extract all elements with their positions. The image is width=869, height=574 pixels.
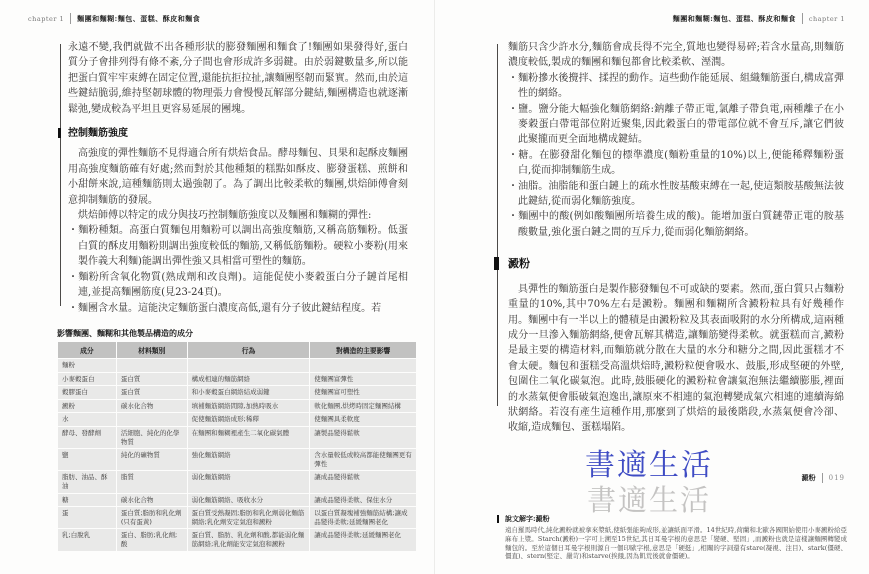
bullet-list bbox=[508, 71, 844, 240]
right-header-title: 麵團和麵糊:麵包、蛋糕、酥皮和麵食 bbox=[672, 13, 796, 23]
bullet-item: ・麵團中的酸(例如酸麵團所培養生成的酸)。能增加蛋白質鏈帶正電的胺基酸數量,強化蛋白鏈之間的互斥力,從而弱化麵筋網絡。 bbox=[508, 211, 844, 238]
table-header-cell: 材料類別 bbox=[117, 342, 187, 358]
table-cell: 讓成品變得柔軟、保住水分 bbox=[310, 494, 416, 507]
section-marker-square bbox=[494, 257, 499, 270]
table-cell: 使麵團富彈性 bbox=[310, 373, 416, 386]
left-running-head bbox=[28, 13, 200, 24]
right-text-rule bbox=[497, 44, 498, 406]
table-cell: 純化的礦物質 bbox=[117, 449, 187, 470]
note-title bbox=[505, 514, 847, 524]
table-header-cell: 行為 bbox=[188, 342, 310, 358]
table-row bbox=[58, 386, 416, 399]
bullet-item: ・麵團含水量。這能決定麵筋蛋白濃度高低,還有分子彼此鍵結程度。若 bbox=[68, 302, 382, 314]
table-cell: 碳水化合物 bbox=[117, 494, 187, 507]
table-cell: 水 bbox=[58, 413, 116, 426]
table-cell: 碳水化合物 bbox=[117, 400, 187, 413]
table-cell: 使麵團富可塑性 bbox=[310, 386, 416, 399]
table-cell: 強化麵筋網絡 bbox=[188, 449, 310, 470]
table-header-row bbox=[58, 342, 416, 358]
table-cell: 脂肪、油品、酥油 bbox=[58, 471, 116, 492]
table-cell: 乳;白脫乳 bbox=[58, 529, 116, 550]
folio-page-number: 019 bbox=[828, 474, 845, 482]
watermark-blue: 書適生活 bbox=[585, 448, 713, 483]
table-cell: 蛋 bbox=[58, 507, 116, 528]
table-header-cell: 成分 bbox=[58, 342, 116, 358]
body-paragraph: 具彈性的麵筋蛋白是製作膨發麵包不可或缺的要素。然而,蛋白質只占麵粉重量的10%,其中70%左右是澱粉。麵團和麵糊所含澱粉粒具有好幾種作用。麵團中有一半以上的體積是由澱粉粒及其表面吸附的水分所構成,這兩種成分一旦滲入麵筋網絡,便會瓦解其構造,讓麵筋變得柔軟。就蛋糕而言,澱粉是最主要的構造材料,而麵筋就分散在大量的水分和糖分之間,因此蛋糕才不會太硬。麵包和蛋糕受高溫烘焙時,澱粉粒便會吸水、鼓脹,形成堅硬的外壁,包圍住二氧化碳氣泡。此時,鼓脹硬化的澱粉粒會讓氣泡無法繼續膨脹,裡面的水蒸氣便會脹破氣泡逸出,讓原來不相連的氣泡轉變成氣穴相連的連續海綿狀網絡。若沒有產生這種作用,那麼到了烘焙的最後階段,水蒸氣便會冷卻、收縮,造成麵包、蛋糕塌陷。 bbox=[508, 283, 844, 434]
table-cell: 在麵團和麵糊裡產生二氧化碳氣體 bbox=[188, 427, 310, 448]
table-cell: 使麵團具柔軟度 bbox=[310, 413, 416, 426]
table-row bbox=[58, 529, 416, 550]
section-marker-bar bbox=[58, 128, 61, 138]
table-cell: 蛋白質 bbox=[117, 373, 187, 386]
body-paragraph: 高強度的彈性麵筋不見得適合所有烘焙食品。酵母麵包、貝果和起酥皮麵團用高強度麵筋確有好處;然而對於其他種類的糕點如酥皮、膨發蛋糕、煎餅和小甜餅來說,這種麵筋則太過強韌了。為了調出比較柔軟的麵團,烘焙師傅會刻意抑制麵筋的發展。 bbox=[68, 148, 408, 206]
page-folio bbox=[802, 473, 845, 483]
table-row bbox=[58, 449, 416, 470]
table-cell: 蛋白質 bbox=[117, 386, 187, 399]
right-text-column bbox=[508, 40, 844, 436]
bullet-item: ・油脂。油脂能和蛋白鏈上的疏水性胺基酸束縛在一起,使這類胺基酸無法彼此鍵結,從而弱化麵筋強度。 bbox=[508, 180, 844, 208]
table-row bbox=[58, 507, 416, 528]
table-cell: 脂質 bbox=[117, 471, 187, 492]
bullet-item: ・麵粉種類。高蛋白質麵包用麵粉可以調出高強度麵筋,又稱高筋麵粉。低蛋白質的酥皮用麵粉則調出強度較低的麵筋,又稱低筋麵粉。硬粒小麥粉(用來製作義大利麵)能調出彈性強又具相當可塑性的麵筋。 bbox=[68, 225, 408, 268]
note-body: 遠自羅馬時代,純化澱粉就被拿來漿紙,使紙張能夠成形,並讓紙面平滑。14世紀時,荷蘭和北歐各國開始使用小麥澱粉給亞麻布上漿。Starch(澱粉)一字可上溯至15世紀,其日耳曼字根的意思是「變硬、堅固」,而澱粉也就是這樣讓麵團轉變成麵包的。至於這個日耳曼字根則源自一個印歐字根,意思是「硬挺」,相關的字詞還有stare(凝視、注目)、stark(僵硬、僵直)、stern(堅定、嚴苛)和starve(挨餓,因為飢荒後就會僵硬)。 bbox=[505, 526, 847, 561]
section-heading-label: 澱粉 bbox=[508, 257, 530, 271]
section-heading-label: 控制麵筋強度 bbox=[68, 128, 128, 140]
body-paragraph: 永遠不變,我們就做不出各種形狀的膨發麵團和麵食了!麵團如果發得好,蛋白質分子會排列得有條不紊,分子間也會形成許多弱鍵。由於弱鍵數量多,所以能把蛋白質牢牢束縛在固定位置,還能抗拒拉扯,讓麵團堅韌而緊實。然而,由於這些鍵結脆弱,維持堅韌球體的物理張力會慢慢瓦解部分鍵結,麵團構造也就逐漸鬆弛,變成較為平坦且更容易延展的團塊。 bbox=[68, 42, 408, 115]
table-cell: 鹽 bbox=[58, 449, 116, 470]
ingredients-table bbox=[57, 341, 417, 552]
table-cell: 軟化麵團,烘烤時固定麵團結構 bbox=[310, 400, 416, 413]
table-row bbox=[58, 373, 416, 386]
table-cell: 和小麥穀蛋白網絡結成弱鍵 bbox=[188, 386, 310, 399]
table-header-cell: 對構造的主要影響 bbox=[310, 342, 416, 358]
table-cell: 蛋白質受熱凝固;脂肪和乳化劑弱化麵筋網絡;乳化劑安定氣泡和澱粉 bbox=[188, 507, 310, 528]
table-cell: 活細胞、純化的化學物質 bbox=[117, 427, 187, 448]
bullet-list bbox=[68, 223, 408, 315]
ingredients-table-wrap bbox=[57, 341, 417, 552]
bullet-item: ・鹽。鹽分能大幅強化麵筋網絡:鈉離子帶正電,氯離子帶負電,兩種離子在小麥穀蛋白帶電部位附近聚集,因此穀蛋白的帶電部位就不會互斥,讓它們彼此聚攏而更全面地構成鍵結。 bbox=[508, 103, 844, 146]
table-row bbox=[58, 359, 416, 372]
right-page bbox=[435, 0, 869, 574]
table-cell: 蛋白質、脂肪、乳化劑和酸,都能弱化麵筋網絡;乳化劑能安定氣泡和澱粉 bbox=[188, 529, 310, 550]
table-row bbox=[58, 471, 416, 492]
table-cell: 弱化麵筋網絡 bbox=[188, 471, 310, 492]
left-page bbox=[0, 0, 434, 574]
folio-section-label: 澱粉 bbox=[801, 473, 816, 482]
table-row bbox=[58, 494, 416, 507]
table-cell: 讓製品變得鬆軟 bbox=[310, 427, 416, 448]
table-row bbox=[58, 427, 416, 448]
table-title: 影響麵團、麵糊和其他製品構造的成分 bbox=[57, 328, 193, 338]
note-marker-bar bbox=[497, 515, 499, 523]
table-cell bbox=[188, 359, 310, 372]
table-cell: 蛋白質;脂肪和乳化劑(只有蛋黃) bbox=[117, 507, 187, 528]
note-title-label: 說文解字:澱粉 bbox=[505, 514, 550, 523]
left-header-title: 麵團和麵糊:麵包、蛋糕、酥皮和麵食 bbox=[77, 13, 201, 23]
section-heading-starch bbox=[508, 256, 844, 271]
table-row bbox=[58, 400, 416, 413]
table-cell: 填補麵筋網絡間隙,加熱時吸水 bbox=[188, 400, 310, 413]
bullet-item: ・糖。在膨發甜化麵包的標準濃度(麵粉重量的10%)以上,便能稀釋麵粉蛋白,從而抑制麵筋生成。 bbox=[508, 149, 844, 177]
table-cell: 蛋白、脂肪;乳化劑;酸 bbox=[117, 529, 187, 550]
table-cell: 糖 bbox=[58, 494, 116, 507]
table-cell bbox=[117, 413, 187, 426]
table-cell bbox=[117, 359, 187, 372]
chapter-label: chapter 1 bbox=[28, 14, 65, 23]
header-divider bbox=[802, 13, 803, 24]
left-text-column bbox=[68, 40, 408, 316]
table-cell: 含水量較低或較高都能使麵團更有彈性 bbox=[310, 449, 416, 470]
table-cell: 穀膠蛋白 bbox=[58, 386, 116, 399]
right-running-head bbox=[673, 13, 845, 24]
body-paragraph: 麵筋只含少許水分,麵筋會成長得不完全,質地也變得易碎;若含水量高,則麵筋濃度較低,製成的麵團和麵包都會比較柔軟、溼潤。 bbox=[508, 42, 844, 69]
table-cell bbox=[310, 359, 416, 372]
table-cell: 構成相連的麵筋網絡 bbox=[188, 373, 310, 386]
table-row bbox=[58, 413, 416, 426]
table-cell: 促使麵筋網絡成形;稀釋 bbox=[188, 413, 310, 426]
table-cell: 酵母、發酵劑 bbox=[58, 427, 116, 448]
table-cell: 澱粉 bbox=[58, 400, 116, 413]
etymology-note bbox=[505, 514, 847, 561]
table-cell: 讓成品變得鬆軟 bbox=[310, 471, 416, 492]
chapter-label: chapter 1 bbox=[808, 14, 845, 23]
table-cell: 麵粉 bbox=[58, 359, 116, 372]
table-cell: 小麥穀蛋白 bbox=[58, 373, 116, 386]
left-text-rule bbox=[60, 44, 61, 306]
table-cell: 弱化麵筋網絡、吸收水分 bbox=[188, 494, 310, 507]
header-divider bbox=[70, 13, 71, 24]
folio-divider bbox=[822, 473, 823, 483]
body-paragraph: 烘焙師傅以特定的成分與技巧控制麵筋強度以及麵團和麵糊的彈性: bbox=[78, 210, 372, 222]
watermark-gray: 書適生活 bbox=[587, 483, 712, 517]
bullet-item: ・麵粉所含氧化物質(熟成劑和改良劑)。這能促使小麥穀蛋白分子鏈首尾相連,並提高麵團筋度(見23-24頁)。 bbox=[68, 271, 408, 299]
section-heading-gluten-strength bbox=[68, 126, 408, 141]
bullet-item: ・麵粉摻水後攪拌、揉捏的動作。這些動作能延展、組織麵筋蛋白,構成富彈性的網絡。 bbox=[508, 72, 844, 100]
table-cell: 讓成品變得柔軟;延緩麵團老化 bbox=[310, 529, 416, 550]
table-cell: 以蛋白質凝塊補強麵筋結構;讓成品變得柔軟;延緩麵團老化 bbox=[310, 507, 416, 528]
